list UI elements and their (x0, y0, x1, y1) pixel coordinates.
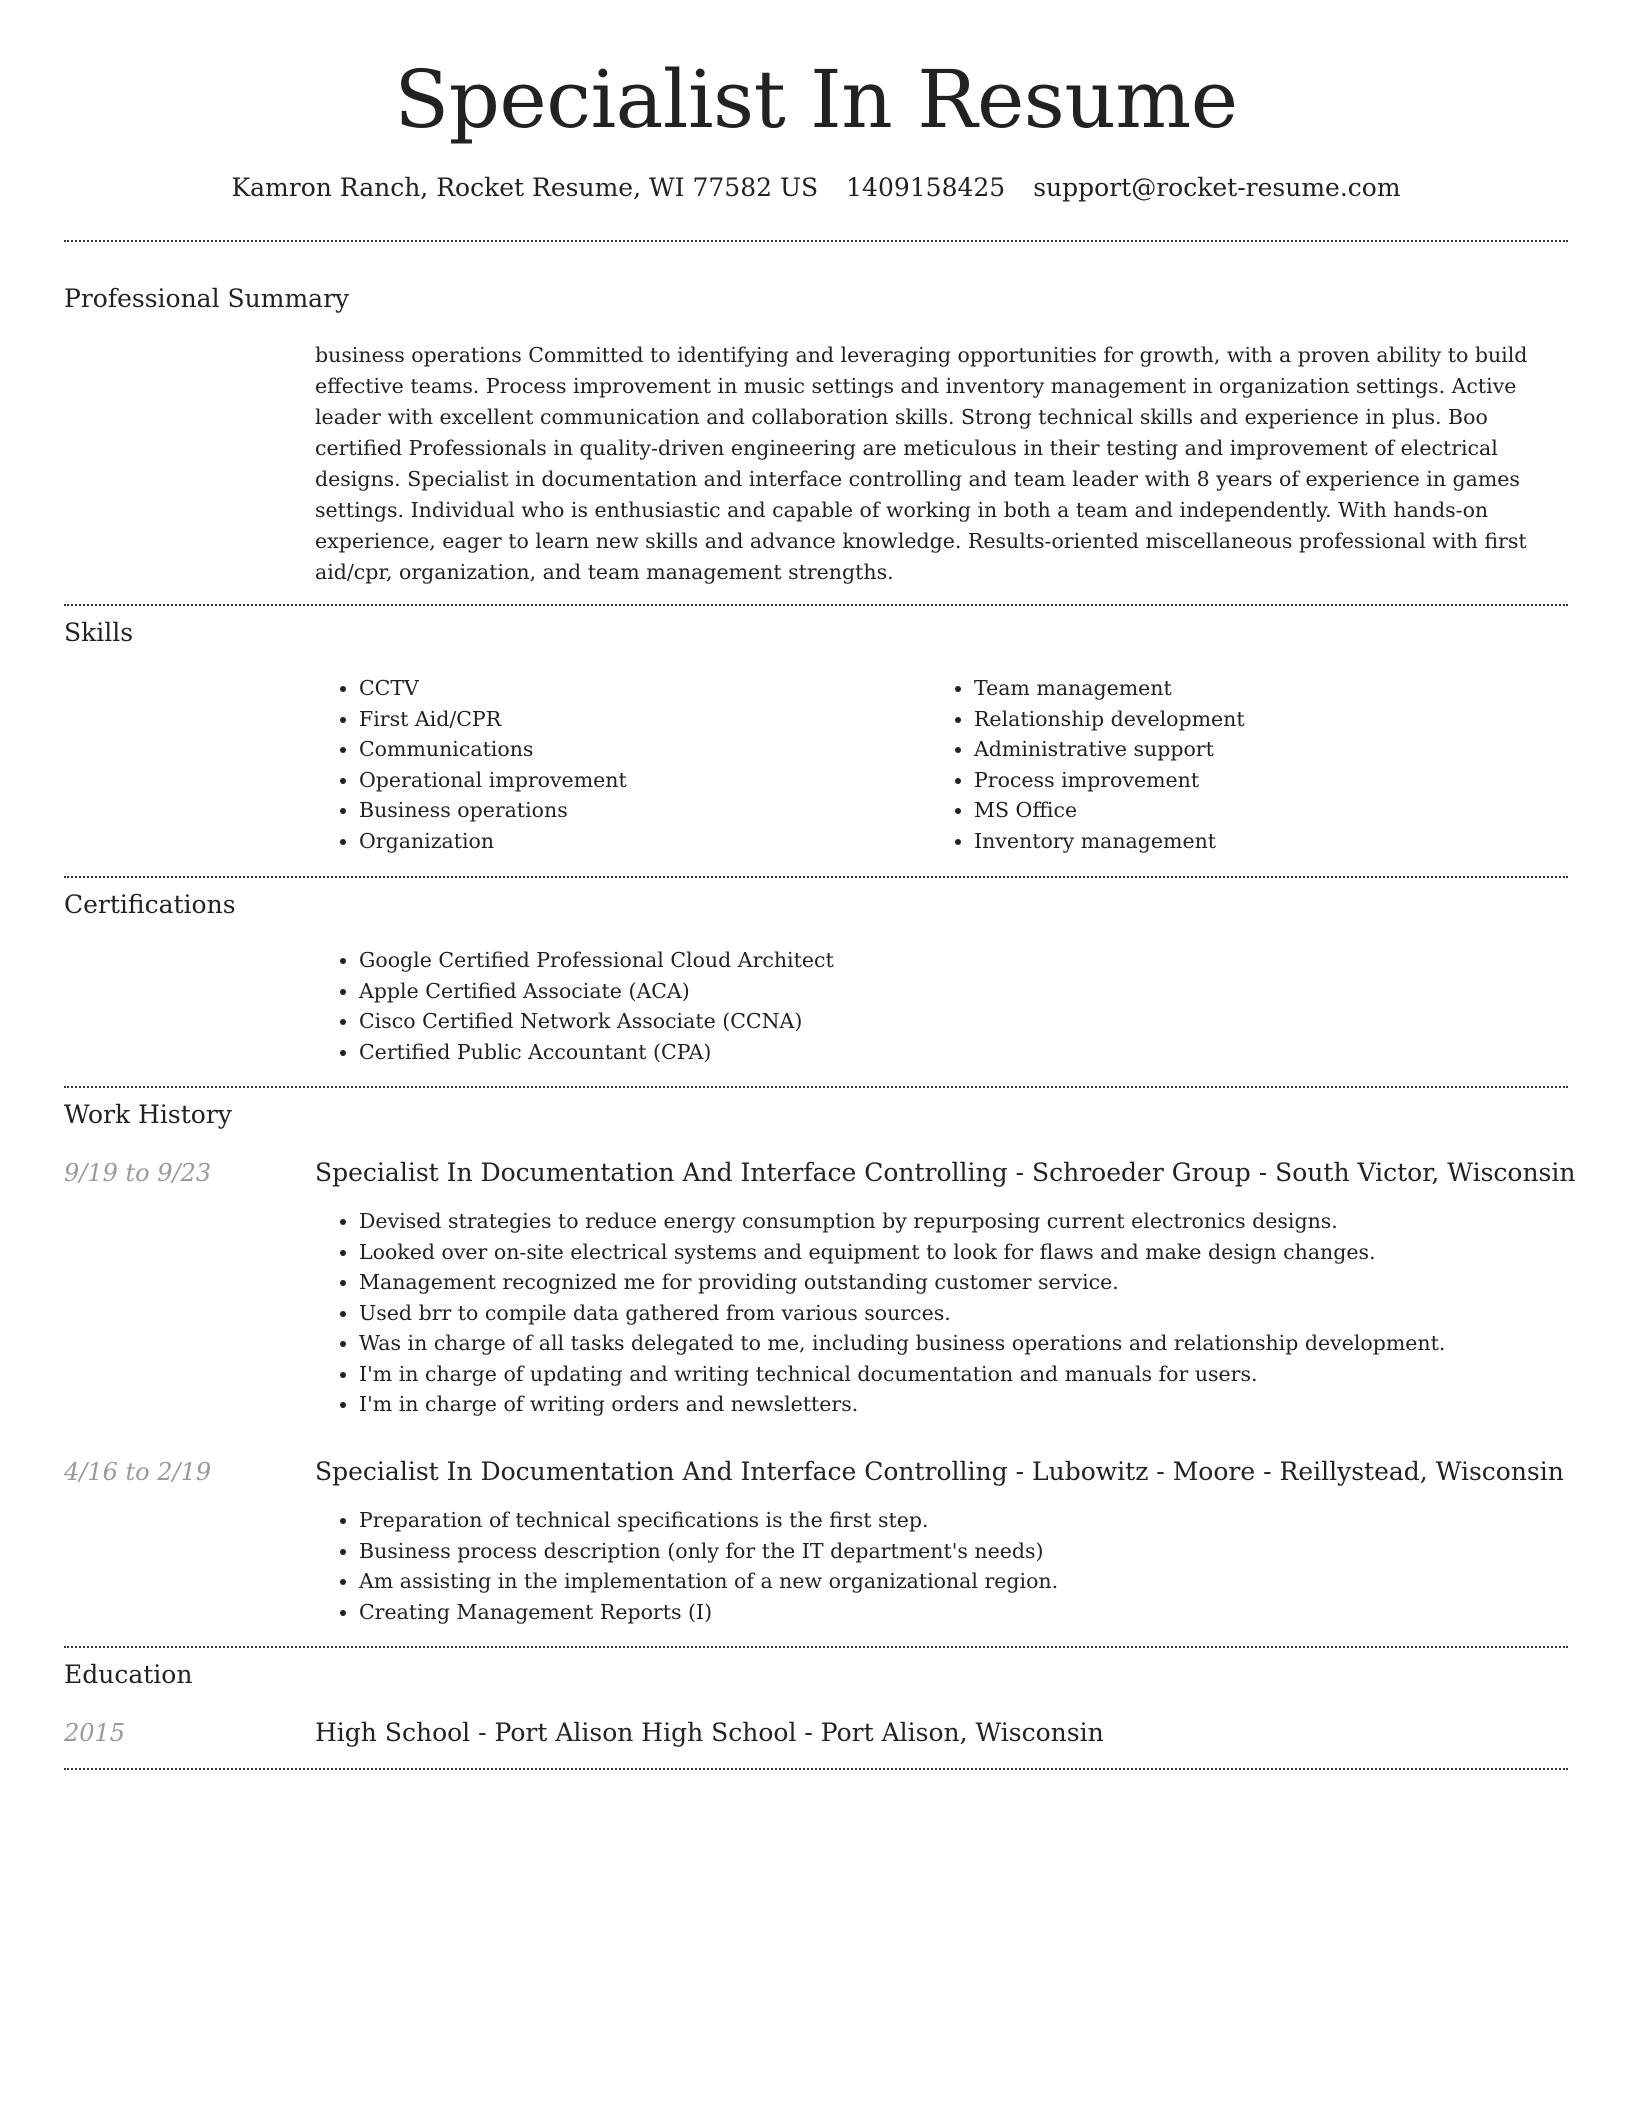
contact-address: Kamron Ranch, Rocket Resume, WI 77582 US (231, 173, 819, 202)
skills-heading: Skills (64, 618, 134, 647)
job-bullets (315, 1206, 1609, 1420)
contact-line (64, 170, 1568, 206)
education-heading: Education (64, 1660, 193, 1689)
job-bullet: • Creating Management Reports (I) (359, 1597, 1609, 1628)
job-title: Specialist In Documentation And Interface Controlling - Schroeder Group - South Victor, Wisconsin (315, 1158, 1576, 1187)
job-bullet: • Business process description (only for the IT department's needs) (359, 1536, 1609, 1567)
summary-heading: Professional Summary (64, 284, 350, 313)
section-divider (64, 240, 1568, 242)
job-bullet: • Preparation of technical specifications is the first step. (359, 1505, 1609, 1536)
contact-phone: 1409158425 (846, 173, 1006, 202)
section-divider (64, 604, 1568, 606)
section-divider (64, 1646, 1568, 1648)
section-divider (64, 876, 1568, 878)
skill-item: • MS Office (974, 795, 1574, 826)
skill-item: • Business operations (359, 795, 929, 826)
candidate-name: Specialist In Resume (394, 53, 1238, 146)
job-bullet: • Am assisting in the implementation of a new organizational region. (359, 1566, 1609, 1597)
skill-item: • Team management (974, 673, 1574, 704)
job-dates: 9/19 to 9/23 (64, 1159, 212, 1187)
skills-list-left (315, 673, 929, 856)
job-bullet: • Used brr to compile data gathered from various sources. (359, 1298, 1609, 1329)
job-bullets (315, 1505, 1609, 1627)
skill-item: • First Aid/CPR (359, 704, 929, 735)
job-dates: 4/16 to 2/19 (64, 1458, 212, 1486)
certifications-heading: Certifications (64, 890, 236, 919)
certifications-list (315, 945, 1559, 1067)
certification-item: • Cisco Certified Network Associate (CCNA) (359, 1006, 1559, 1037)
summary-text: business operations Committed to identifying and leveraging opportunities for growth, with a proven ability to build effective teams. Process improvement in music settings and inventory management in organization settings. Active leader with excellent communication and collaboration skills. Strong technical skills and experience in plus. Boo certified Professionals in quality-driven engineering are meticulous in their testing and improvement of electrical designs. Specialist in documentation and interface controlling and team leader with 8 years of experience in games settings. Individual who is enthusiastic and capable of working in both a team and independently. With hands-on experience, eager to learn new skills and advance knowledge. Results-oriented miscellaneous professional with first aid/cpr, organization, and team management strengths. (315, 343, 1528, 584)
job-bullet: • Was in charge of all tasks delegated to me, including business operations and relationship development. (359, 1328, 1609, 1359)
job-bullet: • Looked over on-site electrical systems and equipment to look for flaws and make design changes. (359, 1237, 1609, 1268)
contact-email: support@rocket-resume.com (1033, 173, 1401, 202)
skill-item: • Administrative support (974, 734, 1574, 765)
work-history-heading: Work History (64, 1100, 232, 1129)
education-title: High School - Port Alison High School - Port Alison, Wisconsin (315, 1718, 1104, 1747)
section-divider (64, 1086, 1568, 1088)
section-divider (64, 1768, 1568, 1770)
skill-item: • Operational improvement (359, 765, 929, 796)
job-bullet: • Management recognized me for providing outstanding customer service. (359, 1267, 1609, 1298)
education-year: 2015 (64, 1719, 126, 1747)
job-title: Specialist In Documentation And Interface Controlling - Lubowitz - Moore - Reillystead, Wisconsin (315, 1457, 1564, 1486)
skill-item: • CCTV (359, 673, 929, 704)
skill-item: • Organization (359, 826, 929, 857)
skill-item: • Communications (359, 734, 929, 765)
skill-item: • Process improvement (974, 765, 1574, 796)
skill-item: • Relationship development (974, 704, 1574, 735)
job-bullet: • I'm in charge of updating and writing technical documentation and manuals for users. (359, 1359, 1609, 1390)
job-bullet: • Devised strategies to reduce energy consumption by repurposing current electronics designs. (359, 1206, 1609, 1237)
skill-item: • Inventory management (974, 826, 1574, 857)
skills-list-right (930, 673, 1574, 856)
certification-item: • Certified Public Accountant (CPA) (359, 1037, 1559, 1068)
job-bullet: • I'm in charge of writing orders and newsletters. (359, 1389, 1609, 1420)
certification-item: • Apple Certified Associate (ACA) (359, 976, 1559, 1007)
certification-item: • Google Certified Professional Cloud Architect (359, 945, 1559, 976)
